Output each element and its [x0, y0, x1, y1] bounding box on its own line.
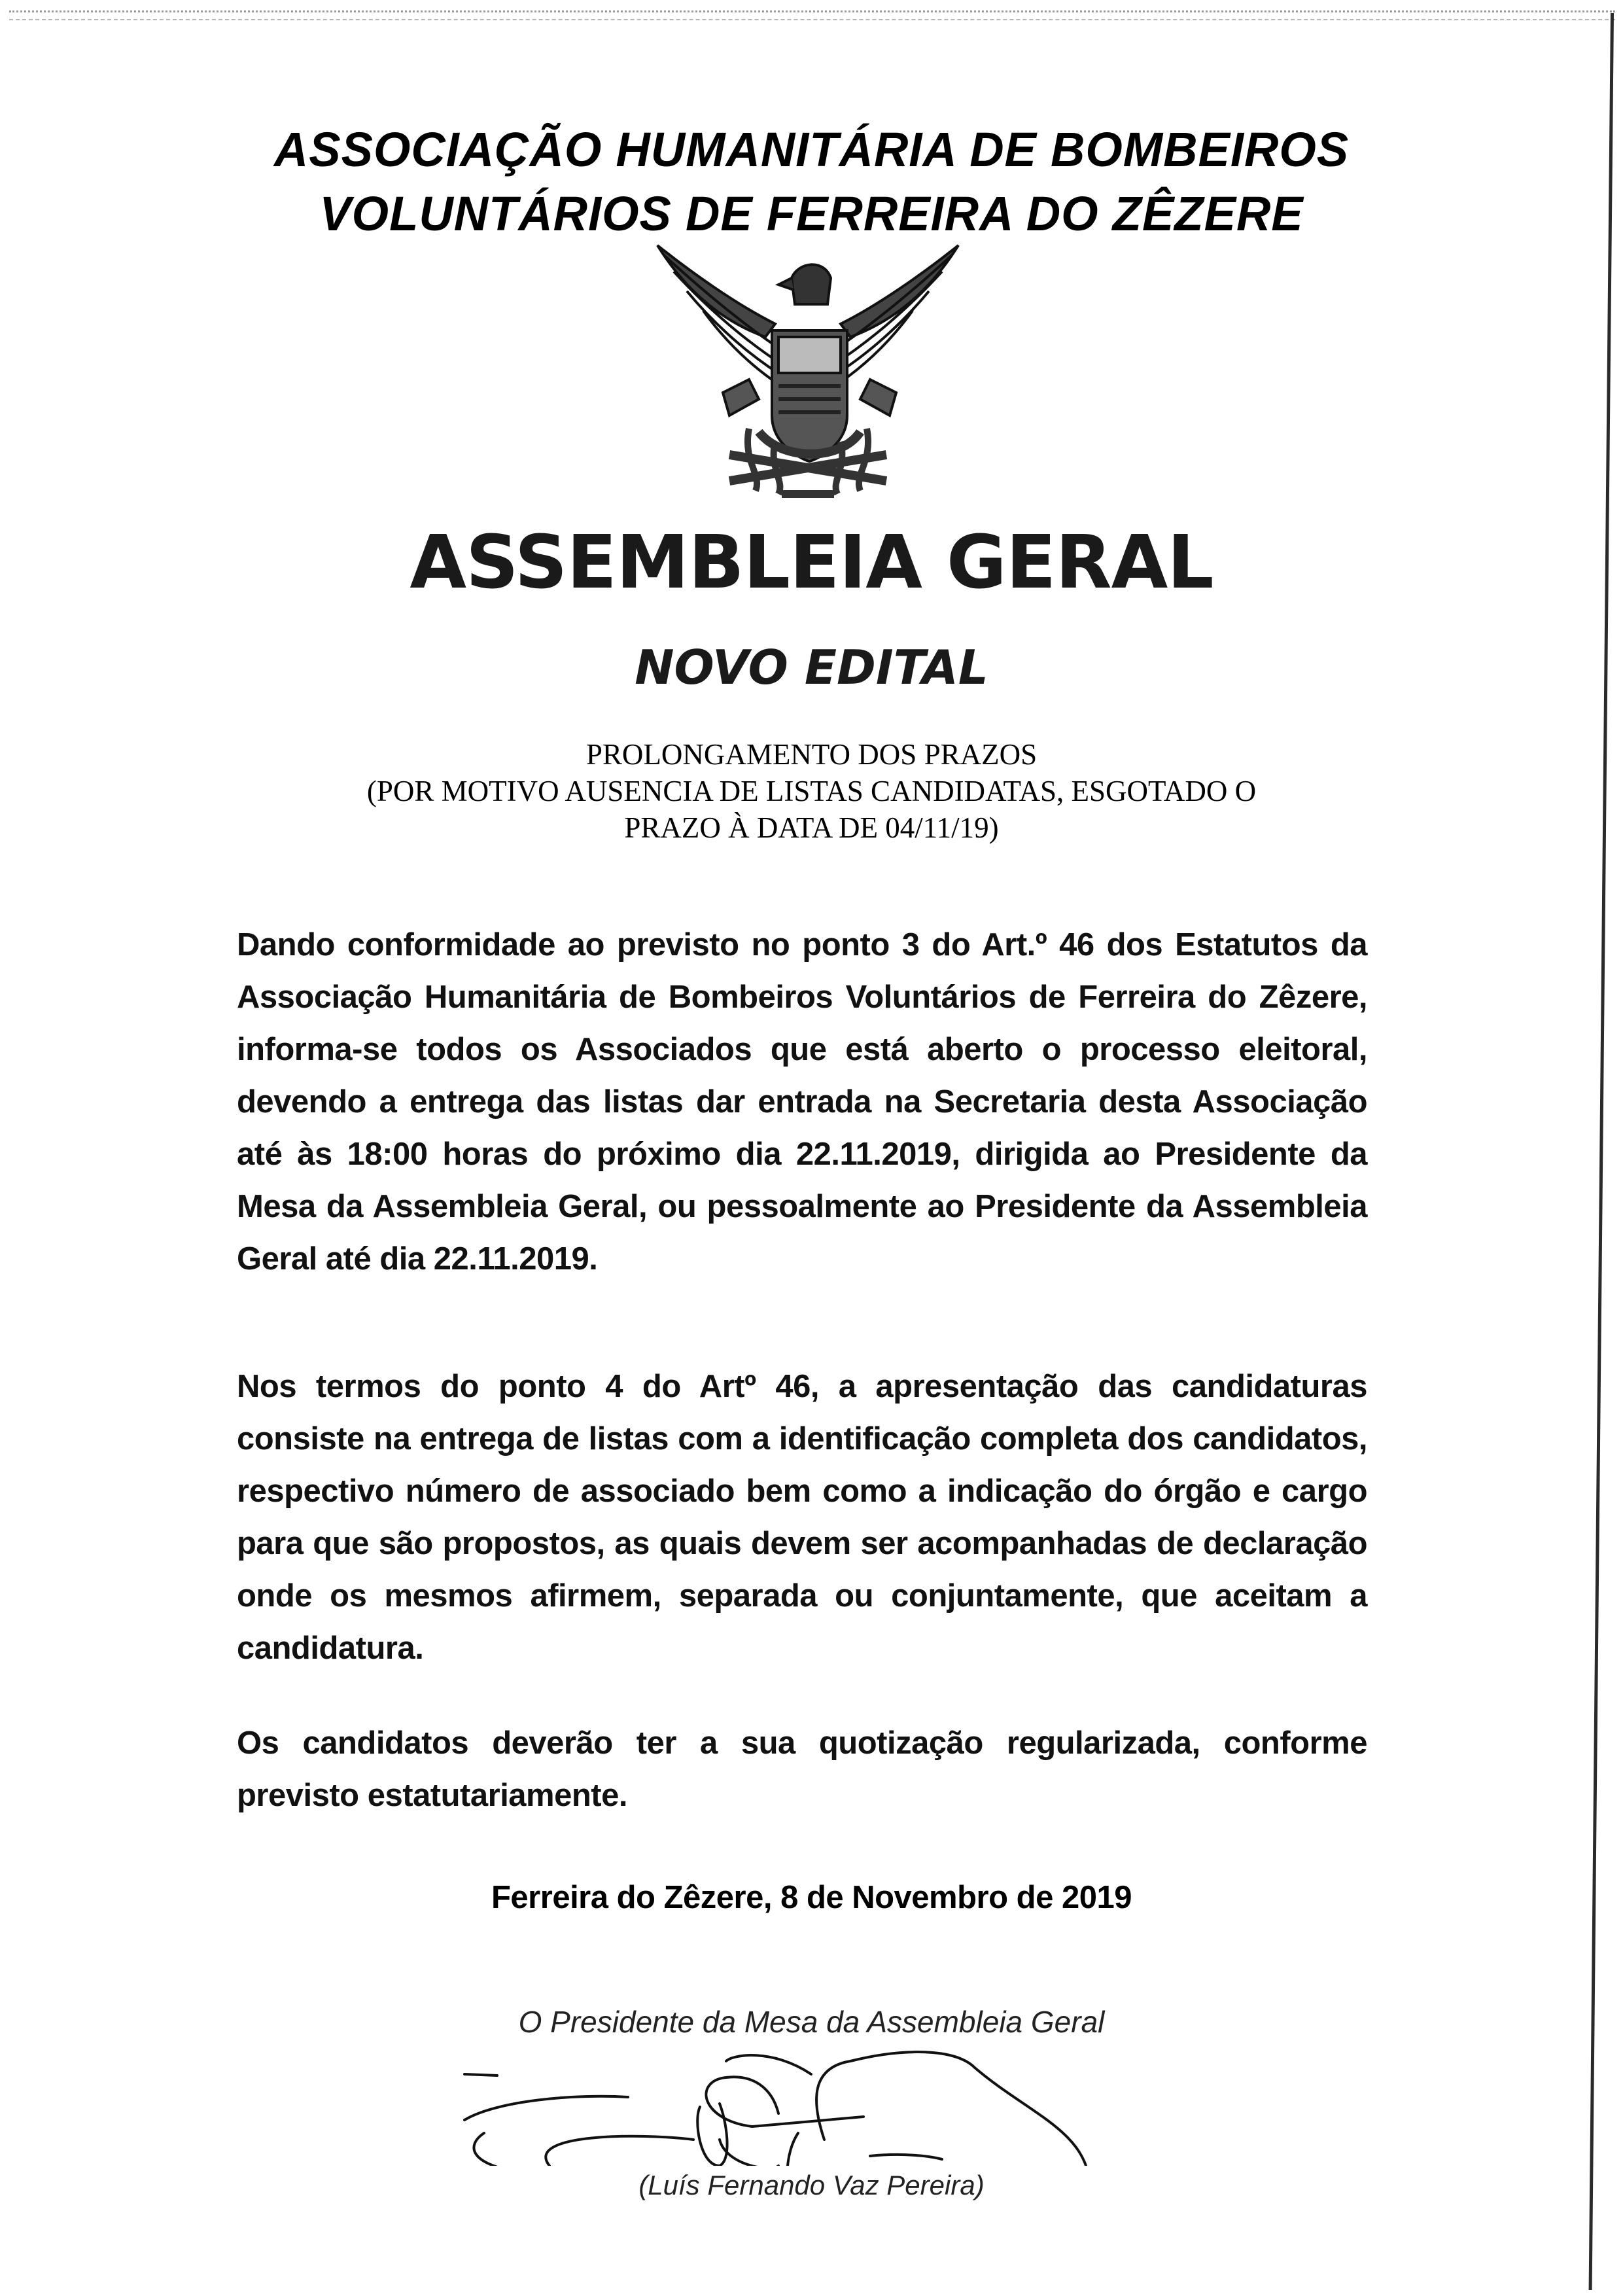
body-paragraph: Os candidatos deverão ter a sua quotização regularizada, conforme previsto estatutariamente.: [237, 1725, 1367, 1813]
notice-heading-line-2: (POR MOTIVO AUSENCIA DE LISTAS CANDIDATAS, ESGOTADO O: [366, 775, 1257, 807]
signatory-name: (Luís Fernando Vaz Pereira): [638, 2170, 985, 2200]
organization-header: [16, 118, 1607, 246]
scan-border-top: [9, 10, 1615, 20]
notice-heading: [0, 736, 1623, 846]
page-subtitle: NOVO EDITAL: [635, 640, 988, 695]
handwritten-signature-icon: [445, 2035, 1132, 2166]
organization-name-line-2: VOLUNTÁRIOS DE FERREIRA DO ZÊZERE: [319, 186, 1304, 241]
scan-border-right: [1589, 13, 1614, 2290]
notice-heading-line-1: PROLONGAMENTO DOS PRAZOS: [585, 738, 1038, 771]
organization-name-line-1: ASSOCIAÇÃO HUMANITÁRIA DE BOMBEIROS: [273, 122, 1350, 177]
notice-heading-line-3: PRAZO À DATA DE 04/11/19): [624, 811, 999, 844]
body-paragraph: Dando conformidade ao previsto no ponto 3 do Art.º 46 dos Estatutos da Associação Humanitária de Bombeiros Voluntários de Ferreira do Zêzere, informa-se todos os Associados que está aberto o processo eleitoral, devendo a entrega das listas dar entrada na Secretaria desta Associação até às 18:00 horas do próximo dia 22.11.2019, dirigida ao Presidente da Mesa da Assembleia Geral, ou pessoalmente ao Presidente da Assembleia Geral até dia 22.11.2019.: [237, 927, 1367, 1277]
signatory-role: O Presidente da Mesa da Assembleia Geral: [518, 2005, 1105, 2039]
place-and-date: Ferreira do Zêzere, 8 de Novembro de 2019: [491, 1880, 1132, 1915]
firefighters-eagle-crest-icon: [651, 232, 1017, 507]
body-paragraph: Nos termos do ponto 4 do Artº 46, a apresentação das candidaturas consiste na entrega de listas com a identificação completa dos candidatos, respectivo número de associado bem como a indicação do órgão e cargo para que são propostos, as quais devem ser acompanhadas de declaração onde os mesmos afirmem, separada ou conjuntamente, que aceitam a candidatura.: [237, 1369, 1367, 1666]
page-title: ASSEMBLEIA GERAL: [410, 520, 1213, 605]
